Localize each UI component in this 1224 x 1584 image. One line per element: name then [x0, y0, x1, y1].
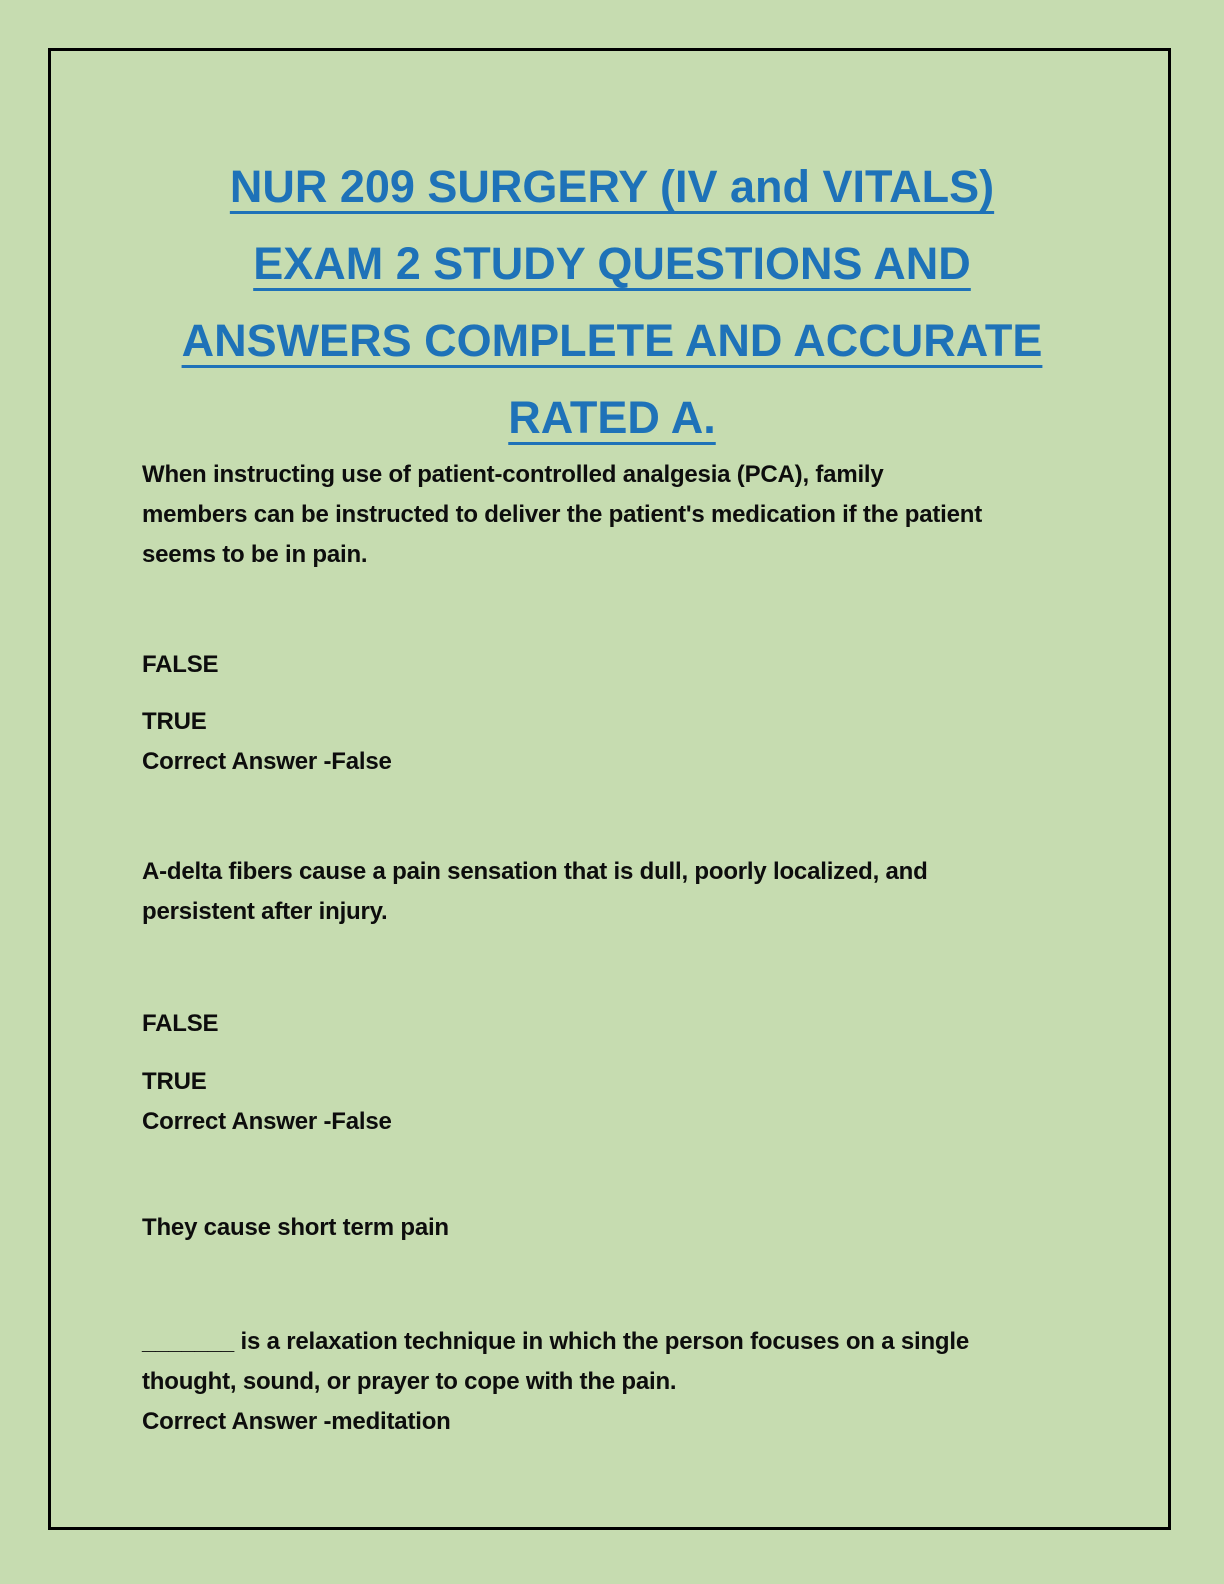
question-2-text [142, 852, 1132, 932]
document-title [55, 148, 1169, 456]
question-2-line-1: A-delta fibers cause a pain sensation that is dull, poorly localized, and [142, 858, 928, 885]
note-text: They cause short term pain [142, 1214, 449, 1241]
title-line-3: ANSWERS COMPLETE AND ACCURATE [181, 315, 1043, 366]
question-3-text [142, 1322, 1132, 1402]
title-line-2: EXAM 2 STUDY QUESTIONS AND [253, 238, 971, 289]
question-1-line-2: members can be instructed to deliver the patient's medication if the patient [142, 501, 983, 528]
question-3-line-2: thought, sound, or prayer to cope with the pain. [142, 1368, 677, 1395]
question-1-correct-answer: Correct Answer -False [142, 748, 392, 775]
question-2-option-true: TRUE [142, 1068, 207, 1095]
title-line-1: NUR 209 SURGERY (IV and VITALS) [229, 161, 995, 212]
question-answer-body [142, 455, 1132, 1442]
question-3-line-1: _______ is a relaxation technique in which the person focuses on a single [142, 1328, 970, 1355]
question-1-line-1: When instructing use of patient-controlled analgesia (PCA), family [142, 461, 884, 488]
question-1-option-true: TRUE [142, 708, 207, 735]
question-1-line-3: seems to be in pain. [142, 541, 368, 568]
title-line-4: RATED A. [508, 392, 716, 443]
question-1-option-false: FALSE [142, 651, 219, 678]
question-2-line-2: persistent after injury. [142, 898, 388, 925]
question-2-option-false: FALSE [142, 1010, 219, 1037]
question-3-correct-answer: Correct Answer -meditation [142, 1408, 451, 1435]
question-1-text [142, 455, 1132, 575]
question-2-correct-answer: Correct Answer -False [142, 1108, 392, 1135]
